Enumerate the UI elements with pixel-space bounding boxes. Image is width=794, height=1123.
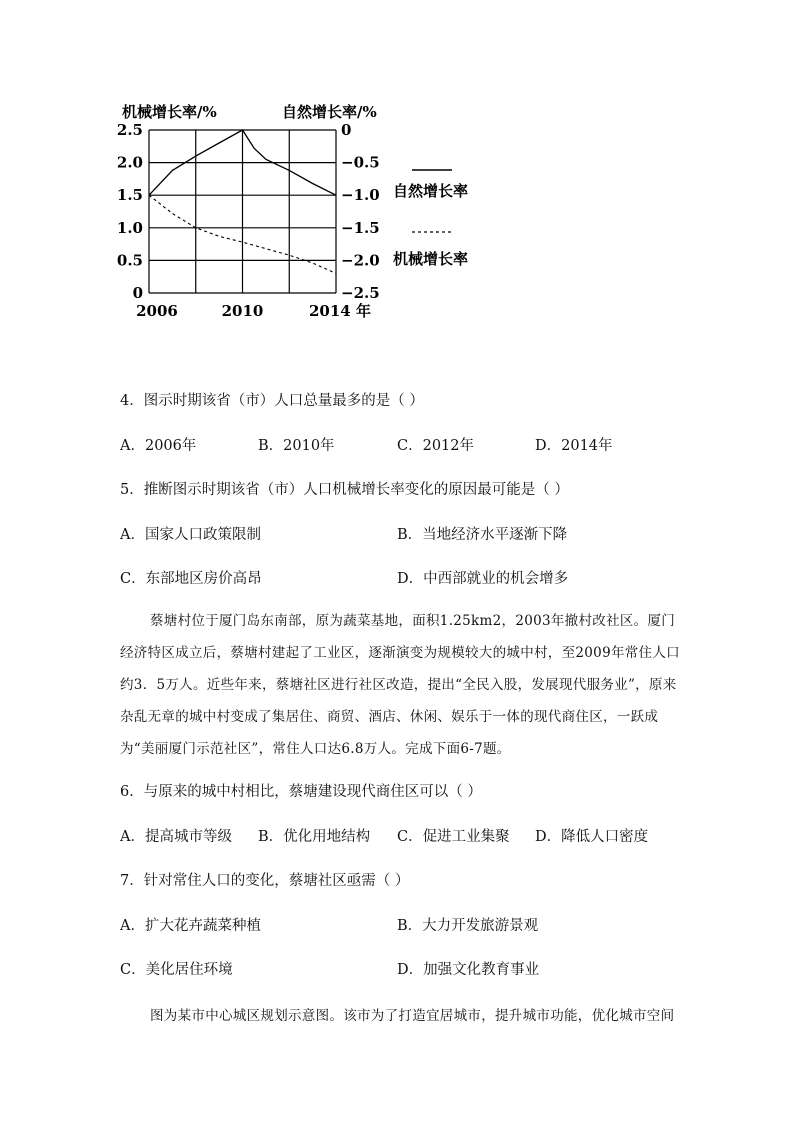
left-axis-label: 机械增长率/% (122, 103, 217, 121)
q5-option-c[interactable]: C．东部地区房价高昂 (120, 571, 262, 587)
x-axis-tick-label: 2006 (136, 302, 178, 320)
question-6-stem: 6．与原来的城中村相比，蔡塘建设现代商住区可以（ ） (120, 784, 482, 800)
q4-option-b[interactable]: B．2010年 (258, 438, 335, 454)
right-axis-tick-label: −0.5 (341, 153, 380, 172)
right-axis-tick-label: −1.0 (341, 186, 380, 205)
right-axis-tick-label: 0 (341, 121, 352, 139)
x-axis-tick-label: 2014 年 (309, 302, 371, 320)
q7-option-a[interactable]: A．扩大花卉蔬菜种植 (120, 918, 261, 934)
q5-option-d[interactable]: D．中西部就业的机会增多 (397, 571, 569, 587)
question-4-stem: 4．图示时期该省（市）人口总量最多的是（ ） (120, 393, 424, 409)
left-axis-tick-label: 0 (132, 284, 143, 302)
q4-option-d[interactable]: D．2014年 (535, 438, 613, 454)
right-axis-tick-label: −2.5 (341, 284, 380, 302)
q5-option-a[interactable]: A．国家人口政策限制 (120, 527, 261, 543)
q6-option-b[interactable]: B．优化用地结构 (258, 829, 371, 845)
q4-option-c[interactable]: C．2012年 (397, 438, 474, 454)
next-passage-intro: 图为某市中心城区规划示意图。该市为了打造宜居城市，提升城市功能，优化城市空间 (150, 1008, 675, 1024)
left-axis-tick-label: 1.0 (116, 218, 143, 237)
left-axis-tick-label: 1.5 (116, 186, 143, 205)
q7-option-d[interactable]: D．加强文化教育事业 (397, 962, 540, 978)
left-axis-tick-label: 2.5 (116, 121, 143, 139)
question-7-stem: 7．针对常住人口的变化，蔡塘社区亟需（ ） (120, 873, 410, 889)
q6-option-c[interactable]: C．促进工业集聚 (397, 829, 510, 845)
q4-option-a[interactable]: A．2006年 (120, 438, 197, 454)
q7-option-c[interactable]: C．美化居住环境 (120, 962, 233, 978)
x-axis-tick-label: 2010 (221, 302, 264, 320)
legend-label-migration: 机械增长率 (393, 250, 469, 268)
q6-option-a[interactable]: A．提高城市等级 (120, 829, 232, 845)
q5-option-b[interactable]: B．当地经济水平逐渐下降 (397, 527, 568, 543)
population-growth-chart (0, 0, 794, 340)
q7-option-b[interactable]: B．大力开发旅游景观 (397, 918, 539, 934)
right-axis-tick-label: −2.0 (341, 251, 380, 270)
chart-grid (149, 130, 336, 293)
question-5-stem: 5．推断图示时期该省（市）人口机械增长率变化的原因最可能是（ ） (120, 482, 569, 498)
q6-option-d[interactable]: D．降低人口密度 (535, 829, 649, 845)
right-axis-tick-label: −1.5 (341, 218, 380, 237)
left-axis-tick-label: 2.0 (116, 153, 143, 172)
reading-passage-caitang: 蔡塘村位于厦门岛东南部，原为蔬菜基地，面积1.25km2，2003年撤村改社区。厦门经济特区成立后，蔡塘村建起了工业区，逐渐演变为规模较大的城中村，至2009年常住人口约3．5万人。近些年来，蔡塘社区进行社区改造，提出“全民入股，发展现代服务业”，原来杂乱无章的城中村变成了集居住、商贸、酒店、休闲、娱乐于一体的现代商住区，一跃成为“美丽厦门示范社区”，常住人口达6.8万人。完成下面6-7题。 (120, 613, 680, 757)
legend-label-natural: 自然增长率 (393, 182, 469, 200)
left-axis-tick-label: 0.5 (116, 251, 143, 270)
right-axis-label: 自然增长率/% (282, 103, 377, 121)
